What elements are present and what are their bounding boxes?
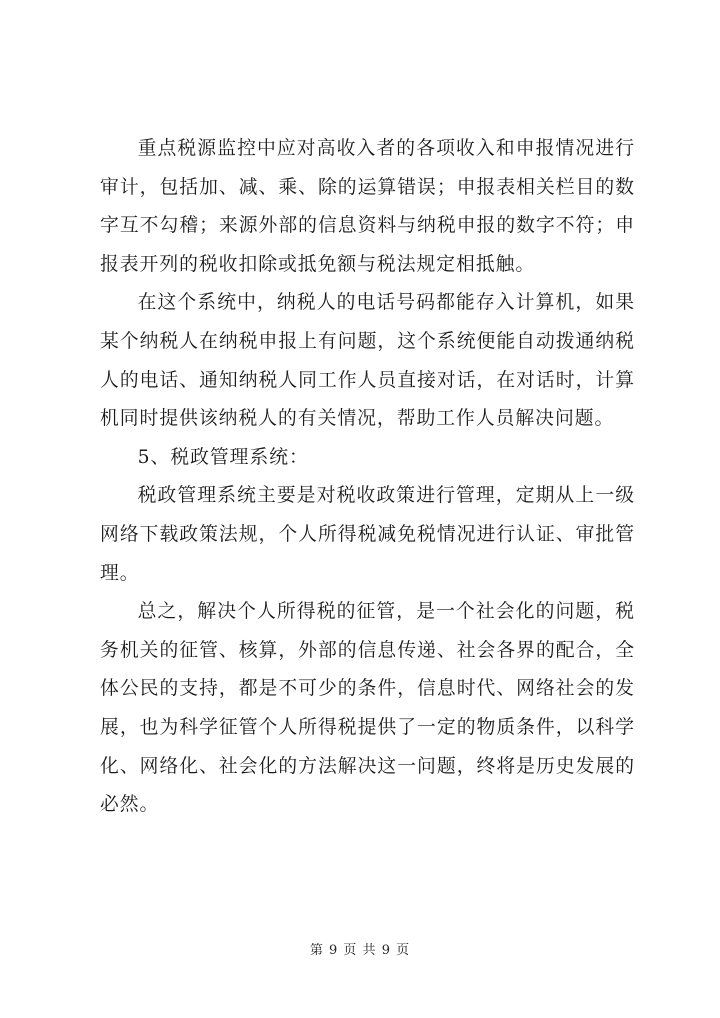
paragraph-tax-policy-system: 税政管理系统主要是对税收政策进行管理，定期从上一级网络下载政策法规，个人所得税减免税情况进行认证、审批管理。 bbox=[100, 485, 635, 584]
document-body bbox=[100, 130, 635, 825]
paragraph-phone-system: 在这个系统中，纳税人的电话号码都能存入计算机，如果某个纳税人在纳税申报上有问题，这个系统便能自动拨通纳税人的电话、通知纳税人同工作人员直接对话，在对话时，计算机同时提供该纳税人的有关情况，帮助工作人员解决问题。 bbox=[100, 292, 635, 430]
page-number-footer: 第 9 页 共 9 页 bbox=[309, 943, 411, 958]
paragraph-tax-audit: 重点税源监控中应对高收入者的各项收入和申报情况进行审计，包括加、减、乘、除的运算错误；申报表相关栏目的数字互不勾稽；来源外部的信息资料与纳税申报的数字不符；申报表开列的税收扣除或抵免额与税法规定相抵触。 bbox=[100, 138, 635, 275]
section-heading-tax-policy-system: 5、税政管理系统： bbox=[137, 446, 309, 468]
paragraph-conclusion: 总之，解决个人所得税的征管，是一个社会化的问题，税务机关的征管、核算，外部的信息传递、社会各界的配合，全体公民的支持，都是不可少的条件，信息时代、网络社会的发展，也为科学征管个人所得税提供了一定的物质条件，以科学化、网络化、社会化的方法解决这一问题，终将是历史发展的必然。 bbox=[100, 601, 635, 816]
